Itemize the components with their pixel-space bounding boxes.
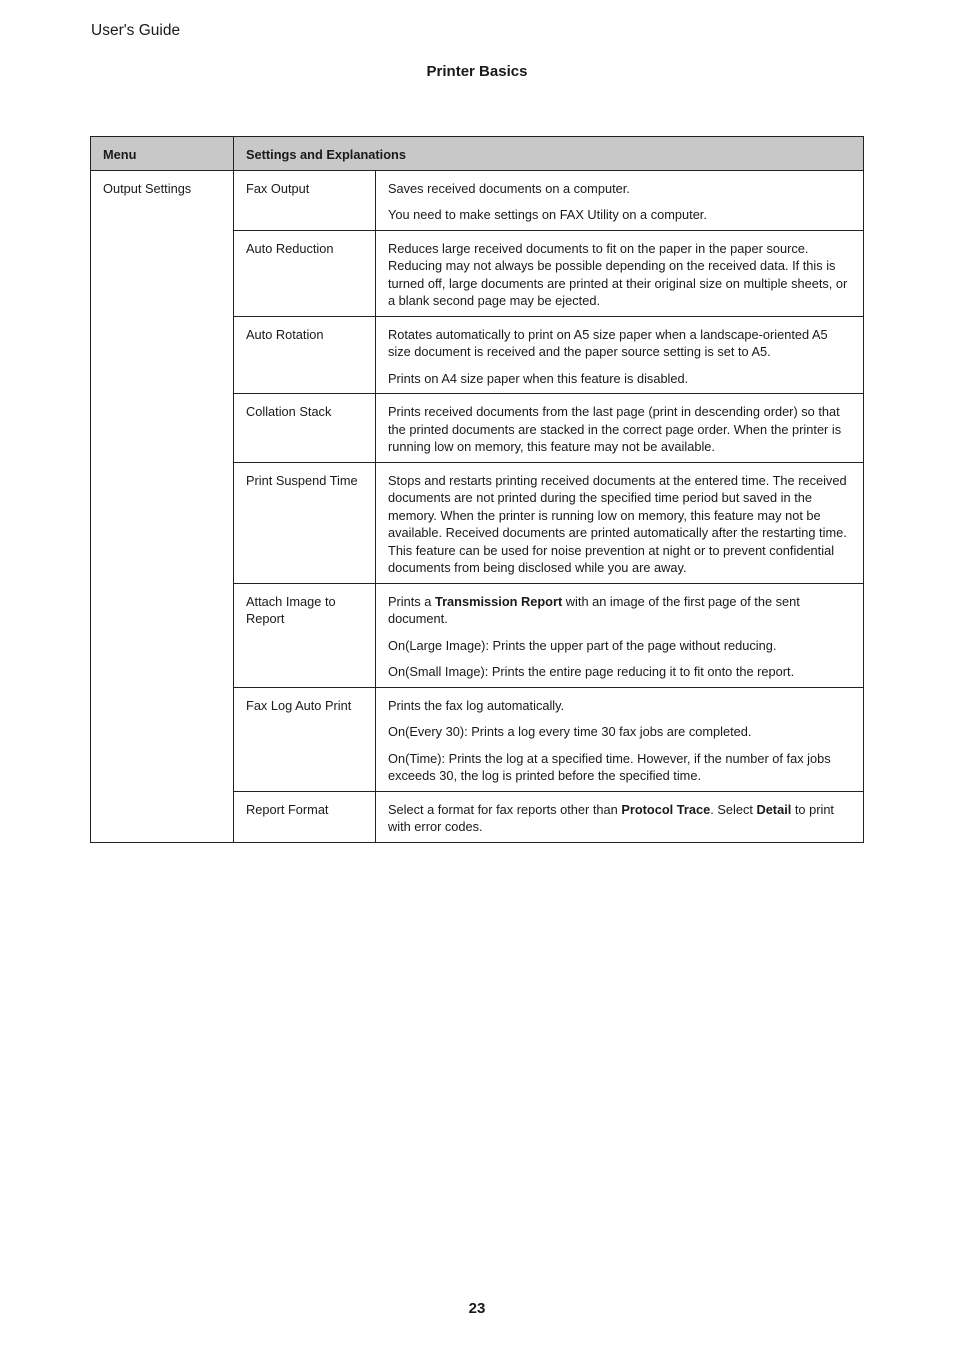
explanation-text: On(Large Image): Prints the upper part of the page without reducing. xyxy=(388,637,777,653)
emphasized-term: Transmission Report xyxy=(434,593,563,609)
explanation-paragraph xyxy=(388,750,853,785)
settings-table xyxy=(90,136,864,843)
explanation-paragraph xyxy=(388,240,853,310)
menu-column-header: Menu xyxy=(91,137,234,171)
explanation-paragraph xyxy=(388,723,853,741)
explanation-text: On(Small Image): Prints the entire page reducing it to fit onto the report. xyxy=(388,664,795,679)
explanation-text: On(Every 30): Prints a log every time 30 fax jobs are completed. xyxy=(388,724,752,739)
document-title: User's Guide xyxy=(91,22,181,39)
page-number: 23 xyxy=(468,1300,486,1317)
explanation-text: Prints received documents from the last page (print in descending order) so that the printed documents are stacked in the correct page order. When the printer is running low on memory, this feature may not be available. xyxy=(388,404,842,454)
explanation-text: Saves received documents on a computer. xyxy=(388,180,630,196)
explanation-text: Rotates automatically to print on A5 size paper when a landscape-oriented A5 size document is received and the paper source setting is set to A5. xyxy=(388,326,828,359)
explanation-paragraph xyxy=(388,801,853,836)
explanation-cell xyxy=(376,687,864,791)
explanation-cell xyxy=(376,394,864,463)
explanation-text: Select a format for fax reports other than xyxy=(388,801,622,817)
explanation-text: Prints on A4 size paper when this feature is disabled. xyxy=(388,370,689,386)
setting-name-cell: Print Suspend Time xyxy=(234,462,376,583)
explanation-text: Reduces large received documents to fit on the paper in the paper source. Reducing may not always be possible depending on the received data. If this is turned off, large documents are printed at their original size on multiple sheets, or a blank second page may be ejected. xyxy=(388,240,848,308)
explanation-cell xyxy=(376,791,864,842)
explanation-text: Prints the fax log automatically. xyxy=(388,697,565,713)
explanation-text: . Select xyxy=(710,801,757,817)
explanation-cell xyxy=(376,462,864,583)
setting-name-cell: Report Format xyxy=(234,791,376,842)
explanation-text: Prints a xyxy=(388,593,435,609)
explanation-paragraph xyxy=(388,697,853,715)
emphasized-term: Protocol Trace xyxy=(621,801,711,817)
section-title: Printer Basics xyxy=(426,63,528,80)
explanation-paragraph xyxy=(388,637,853,655)
explanation-paragraph xyxy=(388,326,853,361)
explanation-cell xyxy=(376,583,864,687)
setting-name-cell: Fax Log Auto Print xyxy=(234,687,376,791)
setting-name-cell: Collation Stack xyxy=(234,394,376,463)
explanation-cell xyxy=(376,316,864,394)
explanation-paragraph xyxy=(388,593,853,628)
explanation-cell xyxy=(376,230,864,316)
table-body xyxy=(91,170,864,842)
explanation-text: to print with error codes. xyxy=(388,801,834,834)
settings-column-header: Settings and Explanations xyxy=(234,137,864,171)
table-row xyxy=(91,170,864,230)
explanation-text: You need to make settings on FAX Utility on a computer. xyxy=(388,207,707,222)
explanation-paragraph xyxy=(388,180,853,198)
explanation-text: with an image of the first page of the sent document. xyxy=(388,593,800,626)
menu-cell: Output Settings xyxy=(91,170,234,842)
emphasized-term: Detail xyxy=(756,801,792,817)
setting-name-cell: Attach Image to Report xyxy=(234,583,376,687)
setting-name-cell: Fax Output xyxy=(234,170,376,230)
explanation-paragraph xyxy=(388,370,853,388)
table-header-row xyxy=(91,137,864,171)
explanation-paragraph xyxy=(388,206,853,224)
explanation-text: On(Time): Prints the log at a specified time. However, if the number of fax jobs exceeds 30, the log is printed before the specified time. xyxy=(388,750,831,783)
explanation-paragraph xyxy=(388,663,853,681)
setting-name-cell: Auto Reduction xyxy=(234,230,376,316)
setting-name-cell: Auto Rotation xyxy=(234,316,376,394)
explanation-paragraph xyxy=(388,472,853,577)
explanation-cell xyxy=(376,170,864,230)
explanation-paragraph xyxy=(388,403,853,456)
explanation-text: Stops and restarts printing received documents at the entered time. The received documents are not printed during the specified time period but saved in the memory. When the printer is running low on memory, this feature may not be available. Received documents are printed automatically after the restarting time. This feature can be used for noise prevention at night or to prevent confidential documents from being disclosed while you are away. xyxy=(388,472,847,575)
